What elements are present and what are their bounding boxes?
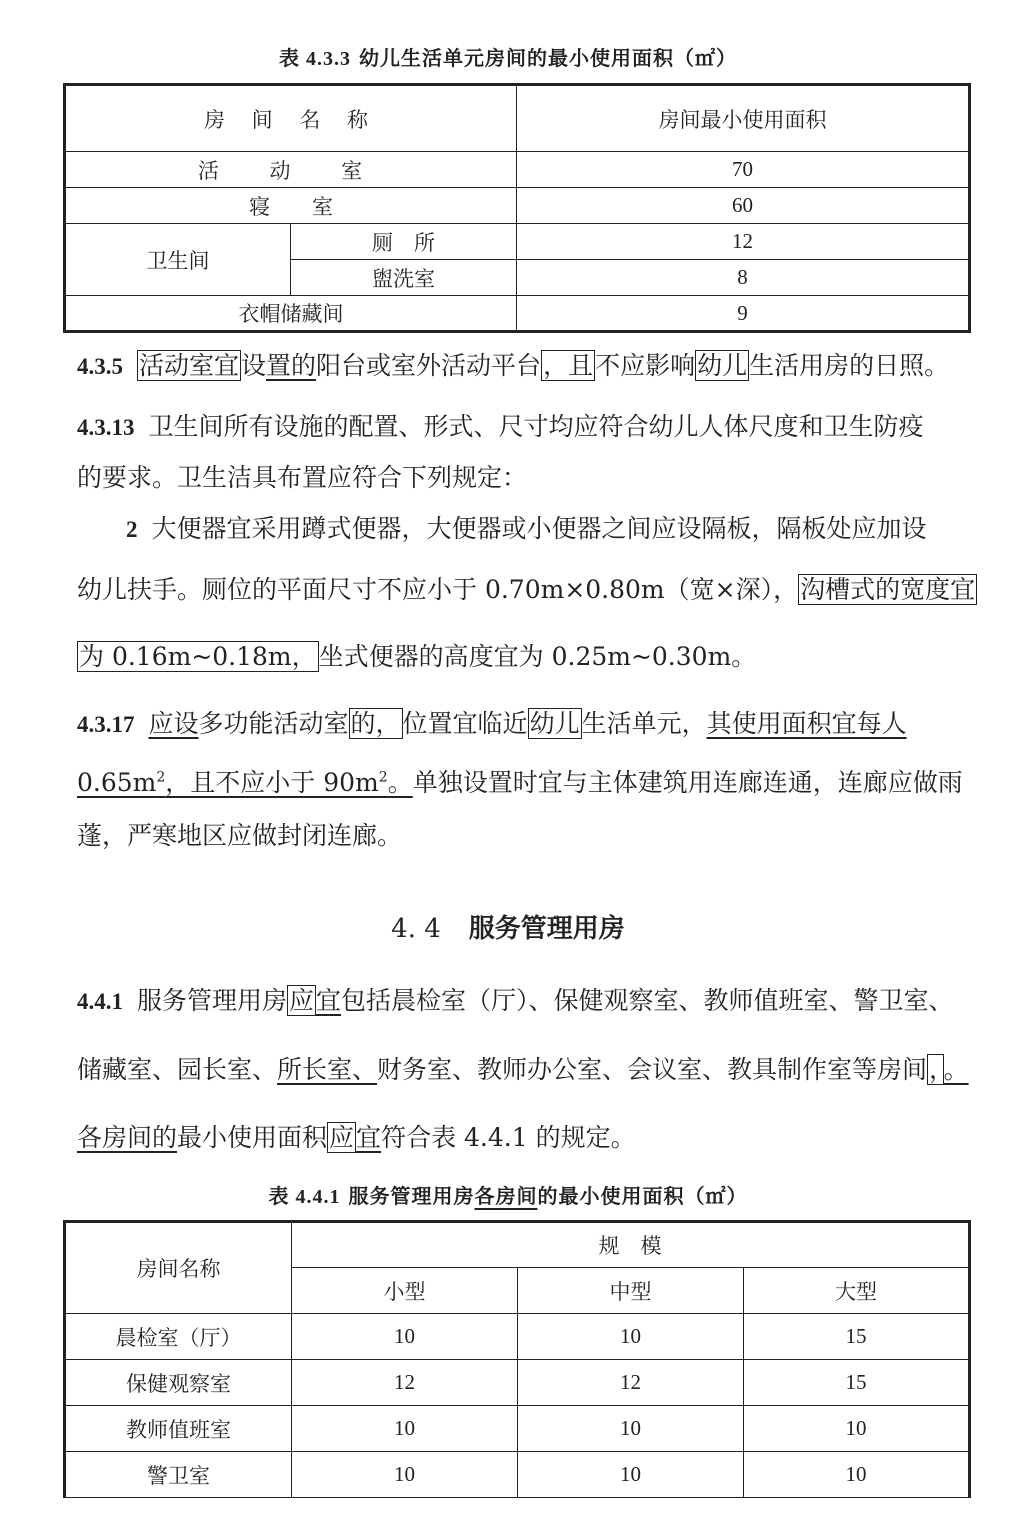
text: 包括晨检室（厅）、保健观察室、教师值班室、警卫室、: [341, 986, 954, 1015]
item-2-line3: [77, 637, 989, 673]
text: 储藏室、园长室、: [77, 1055, 278, 1084]
room-group-name: 卫生间: [65, 224, 291, 296]
area-large: 10: [744, 1406, 970, 1452]
table-row: [65, 188, 970, 224]
underlined-text: 各房间的: [77, 1123, 178, 1152]
item-2: [126, 509, 1016, 545]
room-area: 70: [517, 152, 970, 188]
item-2-line2: [77, 570, 989, 606]
text: 生活单元，: [581, 709, 707, 738]
marked-text: 幼儿: [697, 351, 748, 380]
header-size-small: 小型: [292, 1268, 518, 1314]
table-row: [65, 224, 970, 260]
room-name: 厕 所: [291, 224, 517, 260]
text: 符合表 4.4.1 的规定。: [381, 1123, 636, 1152]
room-name: 盥洗室: [291, 260, 517, 296]
clause-4-3-17-line2: [77, 763, 989, 799]
marked-text: 应: [289, 986, 315, 1015]
text: 财务室、教师办公室、会议室、教具制作室等房间: [377, 1055, 928, 1084]
area-small: 10: [292, 1406, 518, 1452]
underlined-text: 。: [943, 1055, 969, 1084]
underlined-text: 宜: [356, 1123, 382, 1152]
room-name: 教师值班室: [65, 1406, 292, 1452]
header-size-large: 大型: [744, 1268, 970, 1314]
table-4-3-3: [63, 83, 971, 333]
text: 。: [387, 768, 413, 797]
marked-text: ，且: [543, 351, 594, 380]
table-caption-4-4-1: [0, 1180, 1016, 1209]
section-heading: [0, 908, 1016, 945]
clause-4-4-1-line2: [77, 1050, 989, 1086]
header-size-medium: 中型: [518, 1268, 744, 1314]
text: 幼儿扶手。厕位的平面尺寸不应小于 0.70m×0.80m（宽×深），: [77, 575, 799, 604]
area-small: 10: [292, 1314, 518, 1360]
underlined-text: 其使用面积宜每人: [706, 709, 907, 738]
clause-4-4-1: [77, 981, 989, 1017]
table-row: [65, 1314, 970, 1360]
table-header-row: [65, 1222, 970, 1268]
room-name: 警卫室: [65, 1452, 292, 1498]
room-name: 活 动 室: [65, 152, 517, 188]
text: 多功能活动室: [198, 709, 349, 738]
caption-text: 的最小使用面积（㎡）: [537, 1184, 748, 1208]
room-area: 9: [517, 296, 970, 332]
area-small: 10: [292, 1452, 518, 1498]
area-medium: 12: [518, 1360, 744, 1406]
text: ，且不应小于 90m: [165, 768, 379, 797]
item-number: 2: [126, 517, 138, 542]
table-row: [65, 296, 970, 332]
text: 不应影响: [595, 351, 696, 380]
marked-text: 幼儿: [529, 709, 580, 738]
room-name: 寝 室: [65, 188, 517, 224]
clause-number: 4.3.13: [77, 415, 135, 440]
text: 最小使用面积: [177, 1123, 328, 1152]
text: 坐式便器的高度宜为 0.25m~0.30m。: [318, 642, 757, 671]
room-area: 8: [517, 260, 970, 296]
caption-text: 服务管理用房: [348, 1184, 475, 1208]
area-large: 10: [744, 1452, 970, 1498]
text: 位置宜临近: [402, 709, 528, 738]
superscript: 2: [378, 769, 388, 786]
room-area: 60: [517, 188, 970, 224]
table-header-row: [65, 85, 970, 152]
area-medium: 10: [518, 1406, 744, 1452]
section-number: 4. 4: [391, 914, 441, 944]
caption-text: 幼儿生活单元房间的最小使用面积（㎡）: [358, 46, 737, 70]
superscript: 2: [156, 769, 166, 786]
table-row: [65, 152, 970, 188]
area-small: 12: [292, 1360, 518, 1406]
underlined-text: [77, 768, 413, 797]
text: 单独设置时宜与主体建筑用连廊连通，连廊应做雨: [412, 768, 963, 797]
table-caption-4-3-3: [0, 42, 1016, 71]
caption-underlined: 各房间: [474, 1184, 538, 1208]
room-name: 晨检室（厅）: [65, 1314, 292, 1360]
clause-4-3-13-line2: 的要求。卫生洁具布置应符合下列规定：: [77, 463, 528, 492]
underlined-text: 所长室、: [277, 1055, 378, 1084]
underlined-text: 宜: [316, 986, 342, 1015]
room-area: 12: [517, 224, 970, 260]
marked-text: 沟槽式的宽度宜: [800, 575, 976, 604]
clause-number: 4.3.5: [77, 354, 123, 379]
header-room-name: 房 间 名 称: [65, 85, 517, 152]
text: 生活用房的日照。: [749, 351, 950, 380]
table-row: [65, 1452, 970, 1498]
clause-number: 4.3.17: [77, 712, 135, 737]
area-medium: 10: [518, 1452, 744, 1498]
room-name: 保健观察室: [65, 1360, 292, 1406]
text: 0.65m: [77, 768, 157, 797]
underlined-text: 应设: [148, 709, 199, 738]
area-medium: 10: [518, 1314, 744, 1360]
text: 大便器宜采用蹲式便器，大便器或小便器之间应设隔板，隔板处应加设: [151, 514, 927, 543]
marked-text: ，: [929, 1055, 942, 1084]
clause-4-3-17: [77, 704, 989, 740]
underlined-text: 置的: [266, 351, 317, 380]
marked-text: 为 0.16m~0.18m，: [79, 642, 317, 671]
area-large: 15: [744, 1314, 970, 1360]
text: 设: [241, 351, 267, 380]
text: 阳台或室外活动平台: [316, 351, 542, 380]
table-row: [65, 1360, 970, 1406]
clause-4-3-13: [77, 407, 989, 443]
text: 卫生间所有设施的配置、形式、尺寸均应符合幼儿人体尺度和卫生防疫: [148, 412, 924, 441]
header-room-name: 房间名称: [65, 1222, 292, 1314]
section-title: 服务管理用房: [468, 914, 625, 944]
clause-4-4-1-line3: [77, 1118, 989, 1154]
clause-4-3-17-line3: 蓬，严寒地区应做封闭连廊。: [77, 821, 403, 850]
header-min-area: 房间最小使用面积: [517, 85, 970, 152]
header-scale: 规 模: [292, 1222, 970, 1268]
clause-number: 4.4.1: [77, 989, 123, 1014]
marked-text: 活动室宜: [139, 351, 240, 380]
room-name: 衣帽储藏间: [65, 296, 517, 332]
text: 服务管理用房: [137, 986, 288, 1015]
table-row: [65, 1406, 970, 1452]
marked-text: 的，: [350, 709, 401, 738]
clause-4-3-5: [77, 346, 989, 382]
marked-text: 应: [329, 1123, 355, 1152]
caption-number: 表 4.3.3: [279, 48, 352, 70]
area-large: 15: [744, 1360, 970, 1406]
table-4-4-1: [63, 1220, 971, 1498]
caption-number: 表 4.4.1: [268, 1186, 341, 1208]
